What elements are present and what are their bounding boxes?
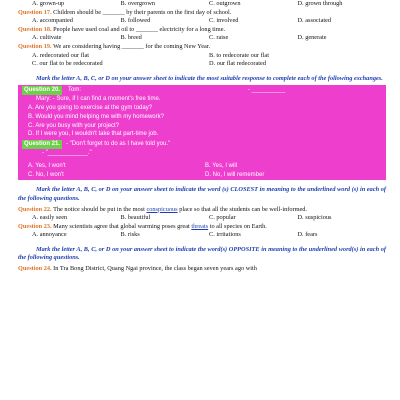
- question-22-number: Question 22.: [18, 205, 52, 213]
- question-22-underlined-word: conspicuous: [146, 205, 178, 213]
- instruction-closest: Mark the letter A, B, C, or D on your answer sheet to indicate the word (s) CLOSEST in meaning to the underlined word (s) in each of the following questions.: [18, 186, 386, 202]
- q22-option-a: A. easily seen: [32, 214, 68, 222]
- instruction-opposite: Mark the letter A, B, C, or D on your answer sheet to indicate the word(s) OPPOSITE in meaning to the underlined word(s) in each of the following questions.: [18, 245, 386, 262]
- question-20-blank: - __________: [248, 87, 286, 94]
- q23-option-b: B. risks: [120, 231, 140, 239]
- q18-option-c: C. raise: [209, 34, 229, 42]
- q23-option-a: A. annoyance: [32, 231, 67, 239]
- q21-option-a: A. Yes, I won't: [28, 162, 66, 169]
- q17-option-c: C. involved: [209, 17, 239, 25]
- question-19-text: We are considering having _______ for the coming New Year.: [53, 42, 211, 50]
- q18-option-a: A. cultivate: [32, 34, 62, 42]
- q21-option-b: B. Yes, I will: [205, 162, 238, 169]
- q22-option-c: C. popular: [209, 214, 236, 222]
- question-17: [18, 9, 386, 18]
- q17-option-b: B. followed: [120, 17, 151, 25]
- question-21-line1: - "Don't forget to do as I have told you.": [66, 141, 171, 148]
- question-20-box: [18, 85, 386, 180]
- q22-option-d: D. suspicious: [297, 214, 332, 222]
- question-18-text: People have used coal and oil to _______ electricity for a long time.: [53, 25, 226, 33]
- q20-option-a: A. Are you going to exercise at the gym today?: [28, 104, 153, 111]
- q20-option-d: D. If I were you, I wouldn't take that part-time job.: [28, 131, 159, 138]
- question-21-line2: - "____________.": [42, 149, 92, 156]
- q16-option-b: B. overgrown: [120, 0, 156, 7]
- question-22-text-before: The notice should be put in the most: [53, 205, 145, 213]
- question-19-number: Question 19.: [18, 42, 52, 50]
- q19-options: [18, 52, 386, 69]
- q18-option-d: D. generate: [297, 34, 327, 42]
- question-17-text: Children should be _______ by their parents on the first day of school.: [53, 8, 232, 16]
- q16-options: [18, 0, 386, 9]
- q20-option-b: B. Would you mind helping me with my homework?: [28, 113, 164, 120]
- q23-option-d: D. fears: [297, 231, 318, 239]
- question-23-underlined-word: threats: [191, 222, 209, 230]
- question-19: [18, 43, 386, 52]
- q19-option-d: D. our flat redecorated: [209, 60, 266, 68]
- q23-options: [18, 231, 386, 240]
- question-20-badge: Question 20.: [24, 87, 61, 94]
- question-24-number: Question 24.: [18, 265, 52, 273]
- q17-option-a: A. accompanied: [32, 17, 73, 25]
- q19-option-b: B. to redecorate our flat: [209, 51, 269, 59]
- question-23-text-after: to all species on Earth.: [209, 222, 267, 230]
- instruction-exchanges: Mark the letter A, B, C, or D on your answer sheet to indicate the most suitable response to complete each of the following exchanges.: [36, 74, 383, 82]
- question-23-text-before: Many scientists agree that global warming poses great: [53, 222, 190, 230]
- q18-options: [18, 34, 386, 43]
- q16-option-c: C. outgrown: [209, 0, 241, 7]
- q20-option-c: C. Are you busy with your project?: [28, 122, 120, 129]
- q22-option-b: B. beautiful: [120, 214, 151, 222]
- question-17-number: Question 17.: [18, 8, 52, 16]
- question-23: [18, 223, 386, 232]
- question-22: [18, 206, 386, 215]
- q17-options: [18, 17, 386, 26]
- question-20-speaker-tom: Tom:: [68, 87, 82, 94]
- q19-option-a: A. redecorated our flat: [32, 51, 89, 59]
- q22-options: [18, 214, 386, 223]
- question-21-badge: Question 21.: [24, 141, 61, 148]
- question-18: [18, 26, 386, 35]
- question-18-number: Question 18.: [18, 25, 52, 33]
- q16-option-a: A. grown-up: [32, 0, 65, 7]
- q21-option-c: C. No, I won't: [28, 171, 64, 178]
- q19-option-c: C. our flat to be redecorated: [32, 60, 103, 68]
- q23-option-c: C. irritations: [209, 231, 241, 239]
- question-24-text: In Tra Bong District, Quang Ngai province, the class began seven years ago with: [53, 265, 257, 273]
- question-20-mary-line: Mary: - Sure, if I can find a moment's free time.: [36, 96, 161, 103]
- question-23-number: Question 23.: [18, 222, 52, 230]
- q17-option-d: D. associated: [297, 17, 332, 25]
- q21-options: [22, 162, 382, 180]
- q16-option-d: D. grown through: [297, 0, 343, 7]
- question-24: [18, 265, 386, 274]
- q18-option-b: B. breed: [120, 34, 142, 42]
- q21-option-d: D. No, I will remember: [205, 171, 265, 178]
- question-22-text-after: place so that all the students can be well-informed.: [179, 205, 308, 213]
